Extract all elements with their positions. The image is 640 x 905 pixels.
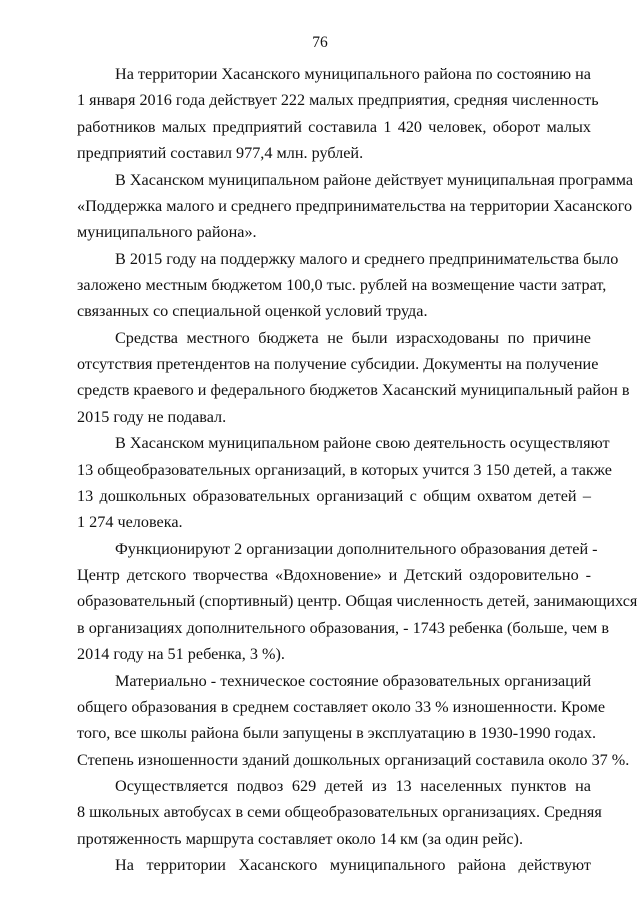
text-line: протяженность маршрута составляет около 14 км (за один рейс).: [77, 830, 523, 848]
text-line: 13 дошкольных образовательных организаций с общим охватом детей –: [77, 487, 591, 505]
text-line: работников малых предприятий составила 1 420 человек, оборот малых: [77, 118, 591, 136]
text-line: 2015 году не подавал.: [77, 408, 227, 426]
text-line: Средства местного бюджета не были израсходованы по причине: [115, 329, 591, 347]
text-line: предприятий составил 977,4 млн. рублей.: [77, 144, 364, 162]
text-line: общего образования в среднем составляет около 33 % изношенности. Кроме: [77, 698, 606, 716]
text-line: Материально - техническое состояние образовательных организаций: [115, 672, 592, 690]
text-line: В Хасанском муниципальном районе действует муниципальная программа: [115, 171, 634, 189]
page-number: 76: [312, 34, 328, 51]
text-line: Осуществляется подвоз 629 детей из 13 населенных пунктов на: [115, 777, 591, 795]
text-line: Степень изношенности зданий дошкольных организаций составила около 37 %.: [77, 751, 630, 769]
text-line: муниципального района».: [77, 223, 257, 241]
text-line: 8 школьных автобусах в семи общеобразовательных организациях. Средняя: [77, 803, 602, 821]
text-line: в организациях дополнительного образования, - 1743 ребенка (больше, чем в: [77, 619, 609, 637]
text-line: 1 января 2016 года действует 222 малых предприятия, средняя численность: [77, 91, 599, 109]
text-line: Функционируют 2 организации дополнительного образования детей -: [115, 540, 598, 558]
text-line: «Поддержка малого и среднего предпринимательства на территории Хасанского: [77, 197, 633, 215]
text-line: На территории Хасанского муниципального района по состоянию на: [115, 65, 591, 83]
text-line: того, все школы района были запущены в эксплуатацию в 1930-1990 годах.: [77, 724, 597, 742]
text-line: На территории Хасанского муниципального района действуют: [115, 856, 591, 874]
text-line: В 2015 году на поддержку малого и среднего предпринимательства было: [115, 250, 619, 268]
text-line: 1 274 человека.: [77, 513, 183, 531]
text-line: связанных со специальной оценкой условий труда.: [77, 302, 428, 320]
text-line: В Хасанском муниципальном районе свою деятельность осуществляют: [115, 434, 610, 452]
text-line: Центр детского творчества «Вдохновение» и Детский оздоровительно -: [77, 566, 591, 584]
text-line: 2014 году на 51 ребенка, 3 %).: [77, 645, 285, 663]
text-line: 13 общеобразовательных организаций, в которых учится 3 150 детей, а также: [77, 461, 612, 479]
text-line: заложено местным бюджетом 100,0 тыс. рублей на возмещение части затрат,: [77, 276, 607, 294]
text-line: образовательный (спортивный) центр. Общая численность детей, занимающихся: [77, 592, 638, 610]
text-line: средств краевого и федерального бюджетов Хасанский муниципальный район в: [77, 381, 630, 399]
text-line: отсутствия претендентов на получение субсидии. Документы на получение: [77, 355, 599, 373]
